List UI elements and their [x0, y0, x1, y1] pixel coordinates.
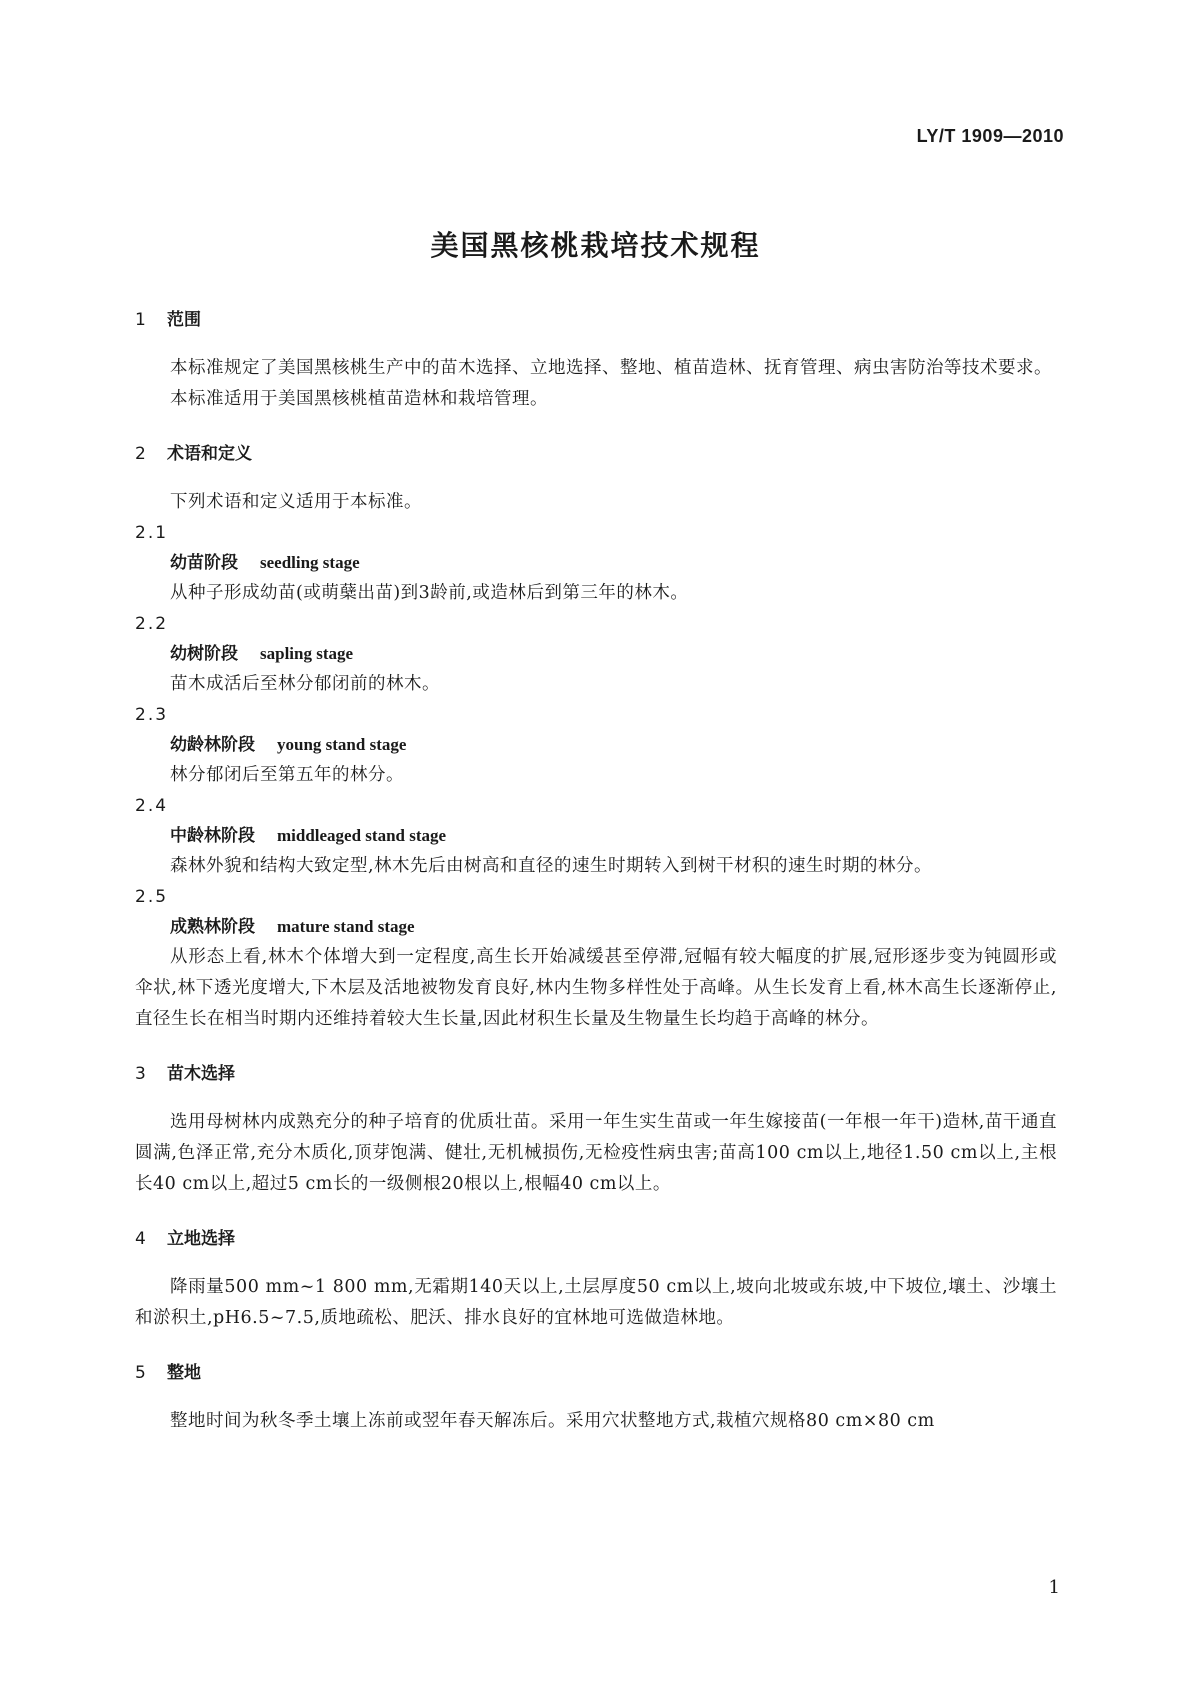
term-title: [135, 730, 1057, 760]
term-number: 2.5: [135, 887, 169, 907]
term-title: [135, 821, 1057, 851]
term-definition: 从种子形成幼苗(或萌蘖出苗)到3龄前,或造林后到第三年的林木。: [170, 583, 689, 603]
standard-code: LY/T 1909—2010: [916, 126, 1064, 146]
term-en: mature stand stage: [277, 917, 415, 936]
paragraph: 本标准适用于美国黑核桃植苗造林和栽培管理。: [170, 389, 548, 409]
paragraph: 选用母树林内成熟充分的种子培育的优质壮苗。采用一年生实生苗或一年生嫁接苗(一年根一年干)造林,苗干通直圆满,色泽正常,充分木质化,顶芽饱满、健壮,无机械损伤,无检疫性病虫害;苗高100 cm以上,地径1.50 cm以上,主根长40 cm以上,超过5 cm长的一级侧根20根以上,根幅40 cm以上。: [135, 1112, 1057, 1194]
section-title: 立地选择: [167, 1229, 235, 1249]
term-number: 2.4: [135, 796, 169, 816]
page-number: 1: [1048, 1577, 1060, 1598]
term-number: 2.3: [135, 705, 169, 725]
term-title: [135, 639, 1057, 669]
paragraph: 下列术语和定义适用于本标准。: [170, 492, 422, 512]
section-title: 整地: [167, 1363, 201, 1383]
term-en: young stand stage: [277, 735, 407, 754]
term-title: [135, 912, 1057, 942]
document-title: 美国黑核桃栽培技术规程: [430, 229, 761, 262]
section-title: 术语和定义: [167, 444, 252, 464]
term-number: 2.1: [135, 523, 169, 543]
section-title: 范围: [167, 310, 201, 330]
section-heading-5: [135, 1360, 1057, 1386]
term-zh: 中龄林阶段: [170, 826, 255, 846]
section-number: 1: [135, 310, 146, 330]
term-en: middleaged stand stage: [277, 826, 447, 845]
section-number: 2: [135, 444, 146, 464]
term-title: [135, 548, 1057, 578]
term-en: sapling stage: [260, 644, 354, 663]
term-definition: 林分郁闭后至第五年的林分。: [170, 765, 404, 785]
section-heading-4: [135, 1226, 1057, 1252]
term-definition: 森林外貌和结构大致定型,林木先后由树高和直径的速生时期转入到树干材积的速生时期的林分。: [170, 856, 933, 876]
section-heading-2: [135, 441, 1057, 467]
term-zh: 幼苗阶段: [170, 553, 238, 573]
section-title: 苗木选择: [167, 1064, 235, 1084]
term-zh: 幼树阶段: [170, 644, 238, 664]
term-definition: 从形态上看,林木个体增大到一定程度,高生长开始减缓甚至停滞,冠幅有较大幅度的扩展,冠形逐步变为钝圆形或伞状,林下透光度增大,下木层及活地被物发育良好,林内生物多样性处于高峰。从生长发育上看,林木高生长逐渐停止,直径生长在相当时期内还维持着较大生长量,因此材积生长量及生物量生长均趋于高峰的林分。: [135, 947, 1057, 1029]
term-zh: 成熟林阶段: [170, 917, 255, 937]
term-en: seedling stage: [260, 553, 360, 572]
section-number: 4: [135, 1229, 146, 1249]
section-number: 3: [135, 1064, 146, 1084]
term-number: 2.2: [135, 614, 169, 634]
document-body: [135, 307, 1057, 1437]
section-heading-1: [135, 307, 1057, 333]
paragraph: 整地时间为秋冬季土壤上冻前或翌年春天解冻后。采用穴状整地方式,栽植穴规格80 cm×80 cm: [170, 1411, 935, 1431]
paragraph: 降雨量500 mm~1 800 mm,无霜期140天以上,土层厚度50 cm以上,坡向北坡或东坡,中下坡位,壤土、沙壤土和淤积土,pH6.5~7.5,质地疏松、肥沃、排水良好的宜林地可选做造林地。: [135, 1277, 1057, 1328]
section-heading-3: [135, 1061, 1057, 1087]
section-number: 5: [135, 1363, 146, 1383]
term-definition: 苗木成活后至林分郁闭前的林木。: [170, 674, 440, 694]
paragraph: 本标准规定了美国黑核桃生产中的苗木选择、立地选择、整地、植苗造林、抚育管理、病虫害防治等技术要求。: [170, 358, 1052, 378]
term-zh: 幼龄林阶段: [170, 735, 255, 755]
